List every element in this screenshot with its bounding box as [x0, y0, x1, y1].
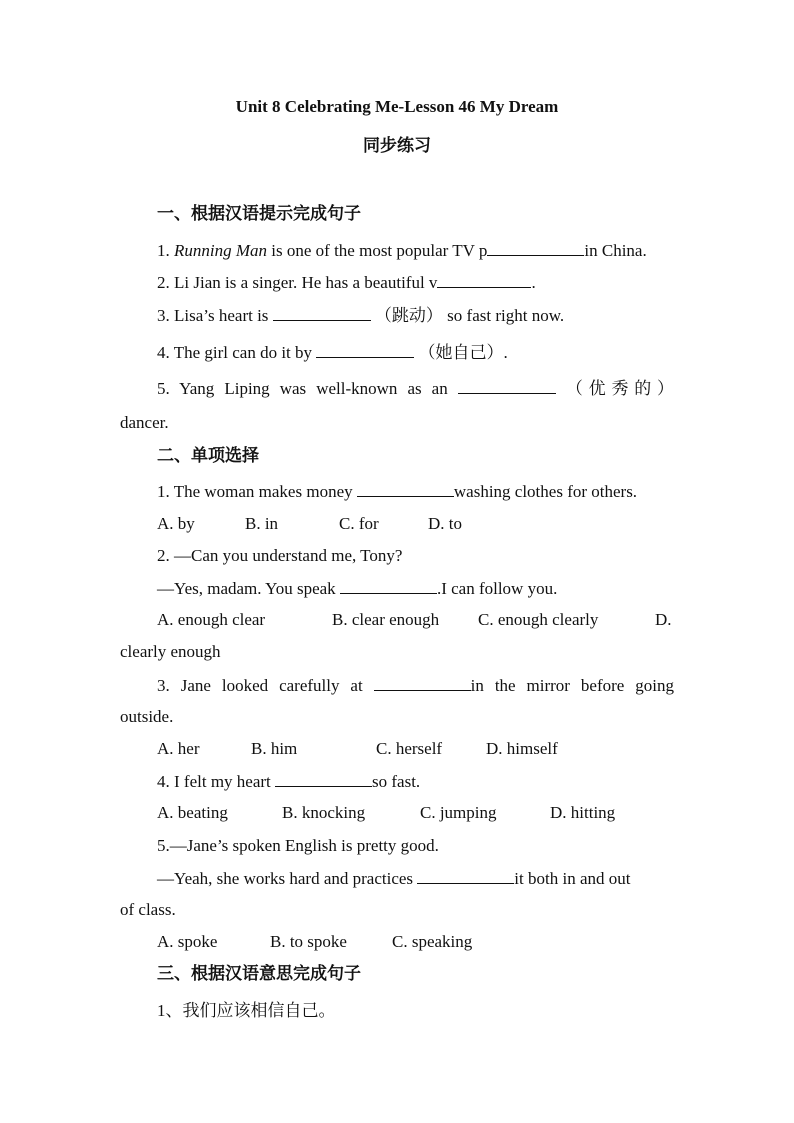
answer-blank[interactable] — [316, 342, 414, 358]
document-subtitle: 同步练习 — [363, 136, 431, 155]
option-d[interactable]: D. hitting — [550, 803, 616, 822]
s2-q5-line2a: —Yeah, she works hard and practices — [157, 869, 418, 888]
s2-q5-line2b: it both in and out — [514, 869, 631, 888]
s2-q2-line2b: .I can follow you. — [436, 579, 558, 598]
section3-heading: 三、根据汉语意思完成句子 — [157, 964, 361, 983]
s1-q1-end: in China. — [584, 241, 647, 260]
s2-q3 — [157, 675, 674, 696]
s2-q4-text: 4. I felt my heart — [157, 772, 276, 791]
option-d[interactable]: D. himself — [486, 739, 558, 758]
s1-q3-hint: （跳动） — [374, 306, 443, 325]
s2-q2-line1: 2. —Can you understand me, Tony? — [157, 546, 403, 565]
s1-q4 — [157, 342, 508, 363]
s2-q3-text: 3. Jane looked carefully at — [157, 676, 363, 695]
option-c[interactable]: C. speaking — [392, 932, 473, 951]
s1-q1-num: 1. — [157, 241, 174, 260]
option-c[interactable]: C. jumping — [420, 803, 497, 822]
option-b[interactable]: B. him — [251, 739, 298, 758]
s1-q5 — [157, 378, 674, 399]
s1-q3-end: so fast right now. — [442, 306, 565, 325]
option-b[interactable]: B. clear enough — [332, 610, 440, 629]
s1-q1 — [157, 240, 647, 261]
option-a[interactable]: A. spoke — [157, 932, 218, 951]
s2-q1-text: 1. The woman makes money — [157, 482, 357, 501]
s2-q3-cont: outside. — [120, 707, 174, 726]
s2-q2-cont: clearly enough — [120, 642, 221, 661]
answer-blank[interactable] — [458, 378, 556, 394]
s2-q4-end: so fast. — [372, 772, 421, 791]
answer-blank[interactable] — [357, 481, 454, 497]
s2-q1 — [157, 481, 637, 502]
document-title: Unit 8 Celebrating Me-Lesson 46 My Dream — [235, 97, 559, 116]
option-a[interactable]: A. enough clear — [157, 610, 266, 629]
s3-q1: 1、我们应该相信自己。 — [157, 1001, 336, 1020]
s2-q5-line1: 5.—Jane’s spoken English is pretty good. — [157, 836, 439, 855]
s2-q3-end: in the mirror before going — [470, 676, 675, 695]
option-d[interactable]: D. to — [428, 514, 462, 533]
answer-blank[interactable] — [340, 578, 437, 594]
s1-q5-text: 5. Yang Liping was well-known as an — [157, 379, 448, 398]
s1-q5-hint: （优秀的） — [565, 379, 675, 398]
answer-blank[interactable] — [374, 675, 471, 691]
option-a[interactable]: A. by — [157, 514, 195, 533]
answer-blank[interactable] — [487, 240, 584, 256]
s1-q4-text: 4. The girl can do it by — [157, 343, 317, 362]
option-c[interactable]: C. enough clearly — [478, 610, 599, 629]
s2-q4 — [157, 771, 420, 792]
option-b[interactable]: B. in — [245, 514, 279, 533]
s2-q5-line2 — [157, 868, 630, 889]
s1-q2 — [157, 272, 536, 293]
s1-q1-text: is one of the most popular TV p — [267, 241, 488, 260]
answer-blank[interactable] — [273, 305, 371, 321]
option-a[interactable]: A. beating — [157, 803, 228, 822]
section2-heading: 二、单项选择 — [157, 446, 259, 465]
answer-blank[interactable] — [417, 868, 514, 884]
option-c[interactable]: C. herself — [376, 739, 443, 758]
s2-q2-line2 — [157, 578, 557, 599]
s1-q2-text: 2. Li Jian is a singer. He has a beautiful v — [157, 273, 438, 292]
s1-q1-italic: Running Man — [174, 241, 268, 260]
option-d[interactable]: D. — [655, 610, 672, 629]
s1-q3-text: 3. Lisa’s heart is — [157, 306, 273, 325]
s1-q2-end: . — [531, 273, 536, 292]
option-a[interactable]: A. her — [157, 739, 200, 758]
s1-q4-hint: （她自己）. — [418, 343, 508, 362]
s2-q1-end: washing clothes for others. — [453, 482, 638, 501]
option-b[interactable]: B. knocking — [282, 803, 366, 822]
s2-q5-cont: of class. — [120, 900, 176, 919]
answer-blank[interactable] — [275, 771, 372, 787]
section1-heading: 一、根据汉语提示完成句子 — [157, 204, 361, 223]
s1-q5-cont: dancer. — [120, 413, 169, 432]
answer-blank[interactable] — [437, 272, 531, 288]
option-b[interactable]: B. to spoke — [270, 932, 347, 951]
s2-q2-line2a: —Yes, madam. You speak — [157, 579, 340, 598]
s1-q3 — [157, 305, 564, 326]
option-c[interactable]: C. for — [339, 514, 379, 533]
